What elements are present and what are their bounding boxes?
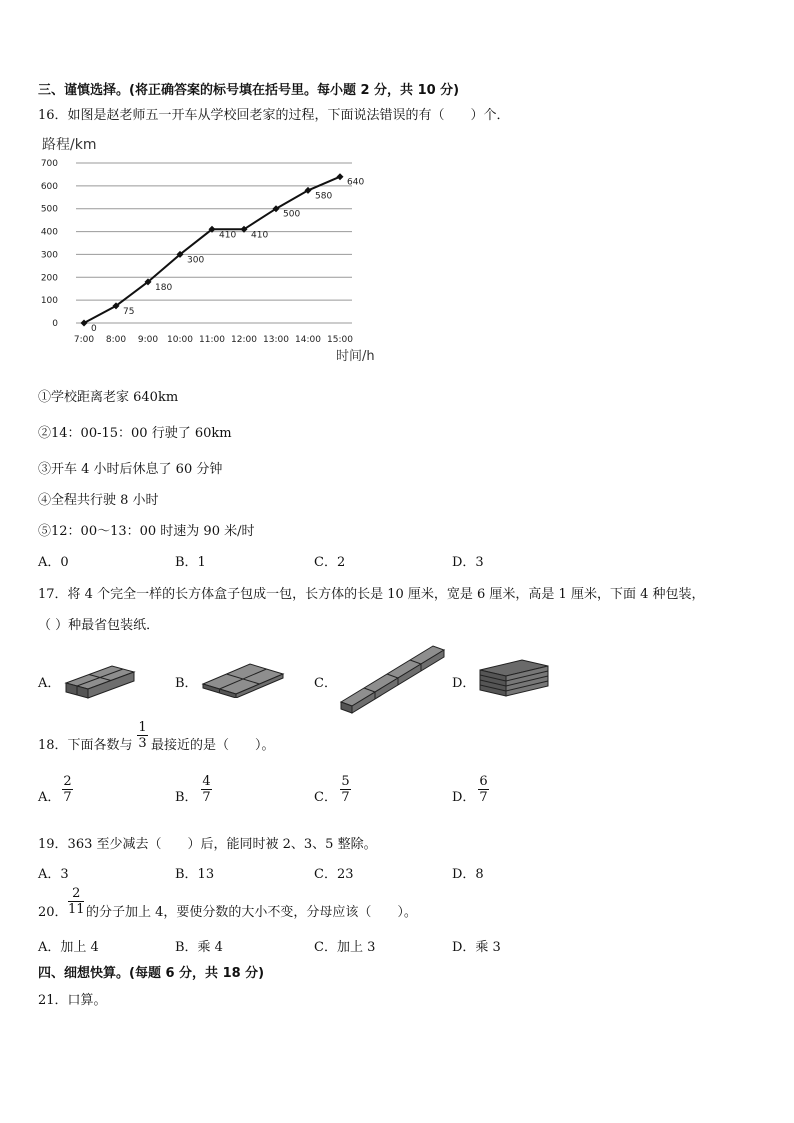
q16-option-d: D．3 — [452, 555, 484, 570]
fraction-denominator: 7 — [63, 790, 72, 805]
q16-statement-1: ①学校距离老家 640km — [38, 390, 179, 405]
q16-option-b: B．1 — [175, 555, 206, 570]
q18-stem-fraction — [137, 720, 148, 751]
fraction-numerator: 6 — [479, 774, 488, 789]
chart-ytick-label: 500 — [40, 204, 58, 215]
chart-ytick-label: 100 — [40, 296, 58, 307]
chart-data-label: 0 — [91, 324, 97, 334]
fraction-numerator: 5 — [341, 774, 350, 789]
q17-option-a-label: A． — [38, 676, 61, 691]
fraction-numerator: 2 — [72, 886, 81, 901]
q17-option-c-image — [338, 640, 448, 716]
q16-statement-3: ③开车 4 小时后休息了 60 分钟 — [38, 462, 223, 477]
q18-option-a-label: A． — [38, 790, 61, 805]
chart-xlabel: 时间/h — [336, 349, 375, 364]
q18-option-d-label: D． — [452, 790, 476, 805]
q19-option-c: C．23 — [314, 867, 354, 882]
q21-stem: 21．口算。 — [38, 993, 107, 1008]
chart-data-label: 300 — [187, 255, 205, 266]
q18-option-b-fraction — [201, 774, 212, 805]
q17-stem-line1: 17．将 4 个完全一样的长方体盒子包成一包，长方体的长是 10 厘米，宽是 6 厘米，高是 1 厘米，下面 4 种包装， — [38, 587, 705, 602]
fraction-numerator: 4 — [202, 774, 211, 789]
chart-ytick-label: 0 — [52, 319, 58, 329]
q20-option-b: B．乘 4 — [175, 940, 223, 955]
q20-stem-pre: 20． — [38, 905, 68, 920]
chart-ytick-label: 700 — [40, 159, 58, 169]
fraction-numerator: 1 — [138, 720, 147, 735]
q16-option-a: A．0 — [38, 555, 69, 570]
section-4-title: 四、细想快算。(每题 6 分，共 18 分) — [38, 966, 265, 981]
q17-option-d-label: D． — [452, 676, 476, 691]
q16-statement-4: ④全程共行驶 8 小时 — [38, 493, 159, 508]
q17-option-b-image — [200, 652, 286, 698]
chart-data-point — [81, 320, 88, 327]
chart-xtick-label: 7:00 — [73, 335, 95, 345]
fraction-denominator: 7 — [202, 790, 211, 805]
chart-xtick-label: 11:00 — [199, 335, 225, 345]
q18-option-c-fraction — [340, 774, 351, 805]
q17-option-b-label: B． — [175, 676, 198, 691]
q16-statement-2: ②14：00-15：00 行驶了 60km — [38, 426, 232, 441]
q18-option-d-fraction — [478, 774, 489, 805]
q20-stem-fraction — [68, 886, 85, 917]
q18-option-c-label: C． — [314, 790, 337, 805]
fraction-denominator: 11 — [68, 902, 85, 917]
q17-option-a-image — [62, 650, 136, 700]
q19-option-b: B．13 — [175, 867, 215, 882]
q18-option-a-fraction — [62, 774, 73, 805]
chart-ytick-label: 300 — [40, 250, 58, 261]
q17-option-c-label: C． — [314, 676, 337, 691]
q19-option-a: A．3 — [38, 867, 69, 882]
q17-stem-line2: （ ）种最省包装纸． — [38, 618, 160, 633]
q16-option-c: C．2 — [314, 555, 346, 570]
chart-xtick-label: 13:00 — [263, 335, 289, 345]
chart-ytick-label: 600 — [40, 181, 58, 192]
chart-xtick-label: 10:00 — [167, 335, 193, 345]
q16-stem: 16．如图是赵老师五一开车从学校回老家的过程，下面说法错误的有（ ）个． — [38, 108, 510, 123]
q18-stem-pre: 18．下面各数与 — [38, 738, 133, 753]
q20-stem-post: 的分子加上 4，要使分数的大小不变，分母应该（ ）。 — [86, 905, 417, 920]
chart-data-label: 580 — [315, 191, 333, 202]
chart-series-line — [84, 177, 340, 323]
chart-data-label: 410 — [219, 230, 237, 241]
chart-ytick-label: 400 — [40, 227, 58, 238]
chart-data-label: 500 — [283, 209, 301, 220]
q19-option-d: D．8 — [452, 867, 484, 882]
q16-line-chart — [36, 132, 396, 372]
chart-data-label: 640 — [347, 177, 365, 188]
fraction-numerator: 2 — [63, 774, 72, 789]
fraction-denominator: 7 — [479, 790, 488, 805]
q16-statement-5: ⑤12：00～13：00 时速为 90 米/时 — [38, 524, 255, 539]
chart-xtick-label: 15:00 — [327, 335, 353, 345]
q19-stem: 19．363 至少减去（ ）后，能同时被 2、3、5 整除。 — [38, 837, 377, 852]
section-3-title: 三、谨慎选择。(将正确答案的标号填在括号里。每小题 2 分，共 10 分) — [38, 83, 460, 98]
chart-xtick-label: 14:00 — [295, 335, 321, 345]
q20-option-d: D．乘 3 — [452, 940, 501, 955]
chart-ylabel: 路程/km — [42, 137, 97, 153]
chart-data-label: 410 — [251, 230, 269, 241]
q18-stem-post: 最接近的是（ ）。 — [151, 738, 275, 753]
chart-data-point — [337, 173, 344, 180]
chart-xtick-label: 9:00 — [137, 335, 159, 345]
chart-xtick-label: 12:00 — [231, 335, 257, 345]
q20-option-a: A．加上 4 — [38, 940, 99, 955]
chart-xtick-label: 8:00 — [105, 335, 127, 345]
q20-option-c: C．加上 3 — [314, 940, 376, 955]
fraction-denominator: 3 — [138, 736, 147, 751]
q18-option-b-label: B． — [175, 790, 198, 805]
q17-option-d-image — [476, 656, 552, 700]
fraction-denominator: 7 — [341, 790, 350, 805]
chart-ytick-label: 200 — [40, 273, 58, 284]
chart-data-label: 75 — [123, 306, 135, 317]
chart-data-label: 180 — [155, 282, 173, 293]
